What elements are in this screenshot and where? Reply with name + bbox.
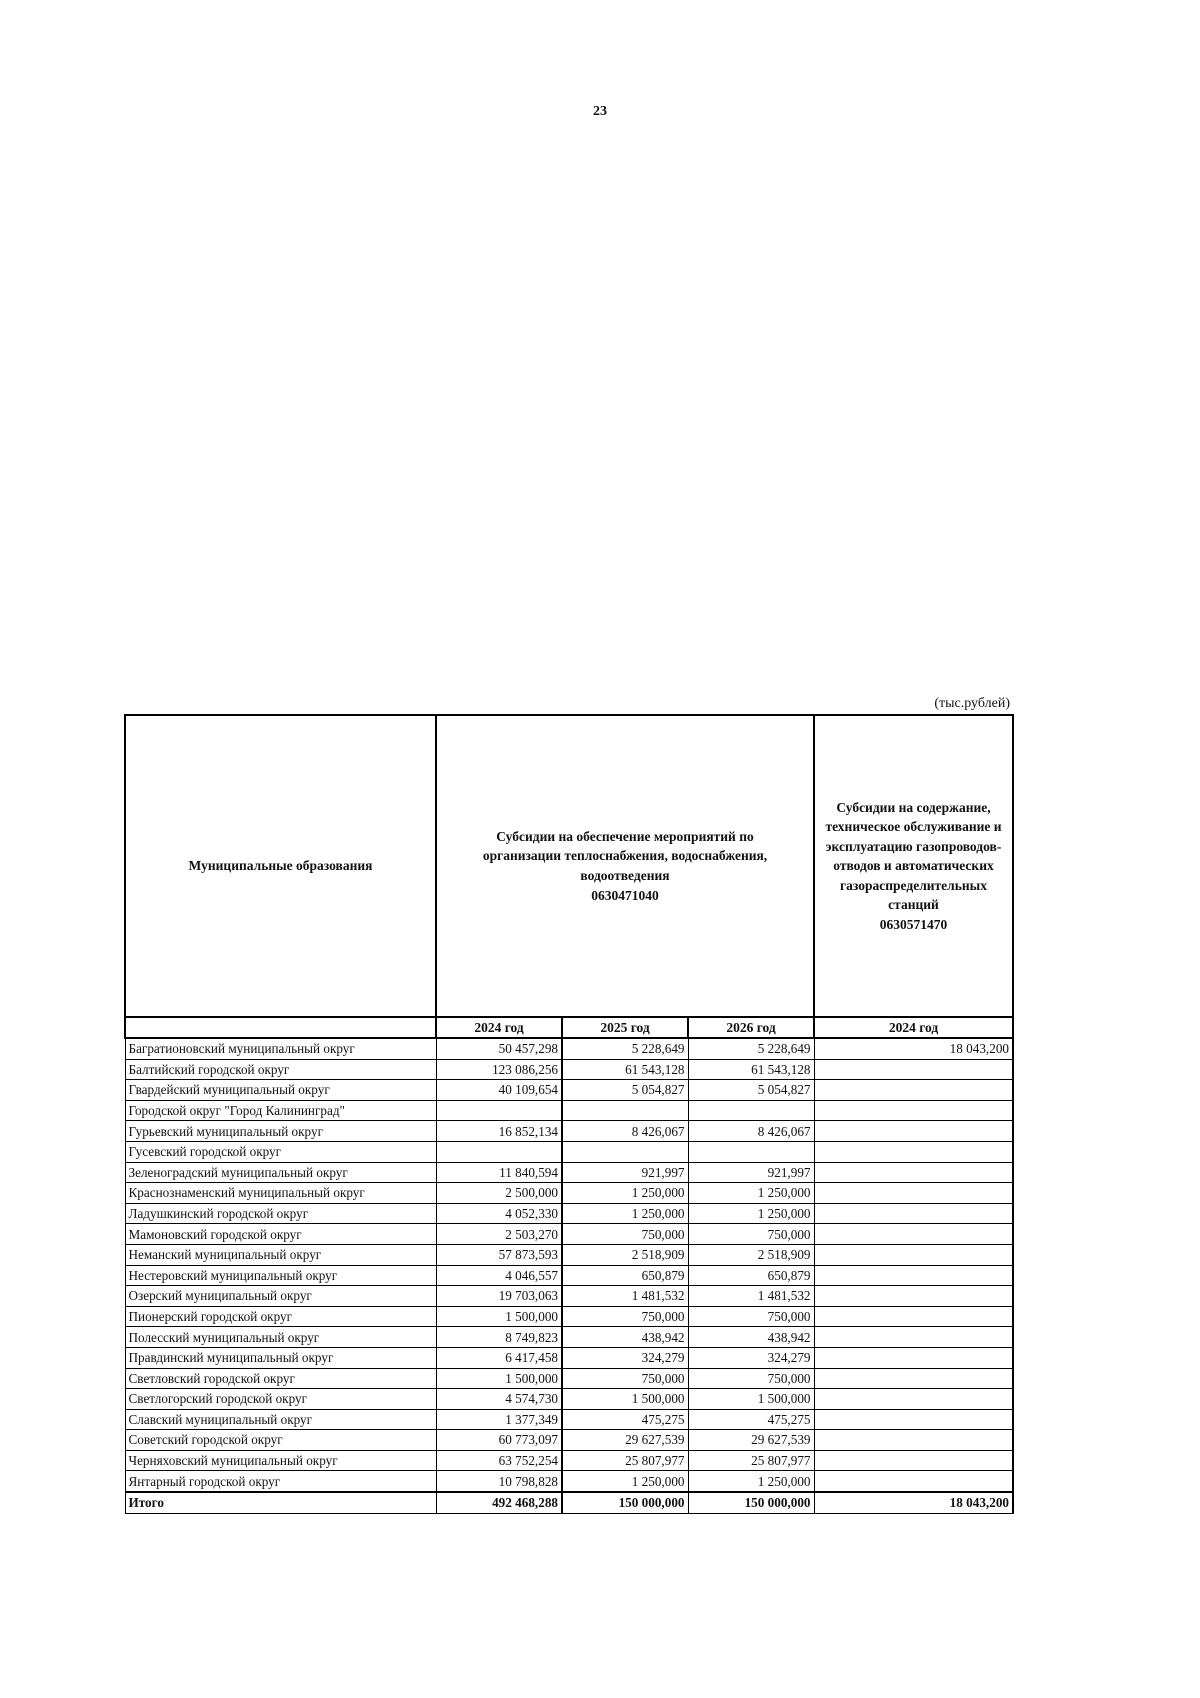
municipality-cell: Зеленоградский муниципальный округ — [125, 1162, 436, 1183]
year-header-2026: 2026 год — [688, 1017, 814, 1038]
municipality-cell: Озерский муниципальный округ — [125, 1286, 436, 1307]
table-row — [125, 1059, 1013, 1080]
value-2025-cell: 1 250,000 — [562, 1203, 688, 1224]
value-2026-cell: 150 000,000 — [688, 1492, 814, 1513]
municipality-cell: Пионерский городской округ — [125, 1306, 436, 1327]
table-row — [125, 1306, 1013, 1327]
units-label: (тыс.рублей) — [934, 696, 1010, 711]
value-2026-cell: 650,879 — [688, 1265, 814, 1286]
value-2025-cell: 61 543,128 — [562, 1059, 688, 1080]
municipality-cell: Правдинский муниципальный округ — [125, 1347, 436, 1368]
table-row — [125, 1471, 1013, 1492]
value-2025-cell: 1 250,000 — [562, 1471, 688, 1492]
value-2025-cell: 1 500,000 — [562, 1389, 688, 1410]
table-row — [125, 1162, 1013, 1183]
municipality-cell: Городской округ "Город Калининград" — [125, 1100, 436, 1121]
gas-2024-cell — [814, 1080, 1013, 1101]
value-2025-cell: 750,000 — [562, 1368, 688, 1389]
value-2026-cell: 1 250,000 — [688, 1471, 814, 1492]
municipality-cell: Багратионовский муниципальный округ — [125, 1038, 436, 1059]
value-2026-cell: 324,279 — [688, 1347, 814, 1368]
municipality-cell: Ладушкинский городской округ — [125, 1203, 436, 1224]
value-2025-cell — [562, 1100, 688, 1121]
municipality-cell: Светлогорский городской округ — [125, 1389, 436, 1410]
header-group-gas-title: Субсидии на содержание, техническое обслуживание и эксплуатацию газопроводов-отводов и автоматических газораспределительных станций — [825, 799, 1002, 913]
value-2026-cell: 25 807,977 — [688, 1450, 814, 1471]
value-2026-cell: 1 500,000 — [688, 1389, 814, 1410]
gas-2024-cell — [814, 1059, 1013, 1080]
value-2024-cell: 4 046,557 — [436, 1265, 562, 1286]
year-header-blank — [125, 1017, 436, 1038]
value-2026-cell: 29 627,539 — [688, 1430, 814, 1451]
value-2025-cell: 2 518,909 — [562, 1244, 688, 1265]
table-body — [125, 1038, 1013, 1513]
value-2024-cell: 4 574,730 — [436, 1389, 562, 1410]
gas-2024-cell — [814, 1203, 1013, 1224]
value-2025-cell: 5 228,649 — [562, 1038, 688, 1059]
gas-2024-cell: 18 043,200 — [814, 1492, 1013, 1513]
table-row — [125, 1141, 1013, 1162]
table-row — [125, 1368, 1013, 1389]
header-group-gas — [814, 715, 1013, 1017]
value-2024-cell: 10 798,828 — [436, 1471, 562, 1492]
table-row — [125, 1121, 1013, 1142]
value-2026-cell: 750,000 — [688, 1368, 814, 1389]
value-2025-cell: 150 000,000 — [562, 1492, 688, 1513]
gas-2024-cell — [814, 1224, 1013, 1245]
gas-2024-cell — [814, 1183, 1013, 1204]
value-2026-cell: 750,000 — [688, 1224, 814, 1245]
table-row — [125, 1100, 1013, 1121]
municipality-cell: Славский муниципальный округ — [125, 1409, 436, 1430]
value-2025-cell: 1 250,000 — [562, 1183, 688, 1204]
subsidy-table — [124, 714, 1014, 1514]
year-header-2024: 2024 год — [436, 1017, 562, 1038]
value-2024-cell: 57 873,593 — [436, 1244, 562, 1265]
gas-2024-cell — [814, 1100, 1013, 1121]
value-2025-cell — [562, 1141, 688, 1162]
table-row — [125, 1450, 1013, 1471]
municipality-cell: Светловский городской округ — [125, 1368, 436, 1389]
gas-2024-cell — [814, 1162, 1013, 1183]
value-2026-cell: 921,997 — [688, 1162, 814, 1183]
municipality-cell: Неманский муниципальный округ — [125, 1244, 436, 1265]
value-2026-cell: 1 250,000 — [688, 1203, 814, 1224]
header-group-heat-water — [436, 715, 814, 1017]
value-2026-cell — [688, 1141, 814, 1162]
table-row — [125, 1183, 1013, 1204]
municipality-cell: Гусевский городской округ — [125, 1141, 436, 1162]
value-2024-cell: 492 468,288 — [436, 1492, 562, 1513]
table-row — [125, 1430, 1013, 1451]
value-2024-cell: 8 749,823 — [436, 1327, 562, 1348]
table-row — [125, 1244, 1013, 1265]
value-2025-cell: 25 807,977 — [562, 1450, 688, 1471]
municipality-cell: Итого — [125, 1492, 436, 1513]
value-2024-cell — [436, 1141, 562, 1162]
value-2025-cell: 750,000 — [562, 1224, 688, 1245]
year-header-gas-2024: 2024 год — [814, 1017, 1013, 1038]
value-2024-cell: 1 377,349 — [436, 1409, 562, 1430]
table-row — [125, 1327, 1013, 1348]
value-2024-cell: 50 457,298 — [436, 1038, 562, 1059]
gas-2024-cell — [814, 1121, 1013, 1142]
table-row — [125, 1409, 1013, 1430]
value-2024-cell: 2 500,000 — [436, 1183, 562, 1204]
table-row — [125, 1038, 1013, 1059]
gas-2024-cell: 18 043,200 — [814, 1038, 1013, 1059]
gas-2024-cell — [814, 1327, 1013, 1348]
municipality-cell: Полесский муниципальный округ — [125, 1327, 436, 1348]
gas-2024-cell — [814, 1450, 1013, 1471]
value-2025-cell: 5 054,827 — [562, 1080, 688, 1101]
gas-2024-cell — [814, 1409, 1013, 1430]
value-2026-cell: 61 543,128 — [688, 1059, 814, 1080]
value-2024-cell: 11 840,594 — [436, 1162, 562, 1183]
value-2025-cell: 324,279 — [562, 1347, 688, 1368]
value-2024-cell: 19 703,063 — [436, 1286, 562, 1307]
value-2026-cell — [688, 1100, 814, 1121]
total-row — [125, 1492, 1013, 1513]
value-2024-cell: 6 417,458 — [436, 1347, 562, 1368]
value-2025-cell: 29 627,539 — [562, 1430, 688, 1451]
municipality-cell: Мамоновский городской округ — [125, 1224, 436, 1245]
value-2024-cell: 16 852,134 — [436, 1121, 562, 1142]
value-2025-cell: 650,879 — [562, 1265, 688, 1286]
value-2026-cell: 2 518,909 — [688, 1244, 814, 1265]
value-2024-cell: 4 052,330 — [436, 1203, 562, 1224]
gas-2024-cell — [814, 1286, 1013, 1307]
header-group-heat-water-code: 0630471040 — [591, 887, 659, 903]
gas-2024-cell — [814, 1347, 1013, 1368]
value-2026-cell: 5 054,827 — [688, 1080, 814, 1101]
header-municipalities: Муниципальные образования — [125, 715, 436, 1017]
value-2024-cell: 123 086,256 — [436, 1059, 562, 1080]
municipality-cell: Советский городской округ — [125, 1430, 436, 1451]
gas-2024-cell — [814, 1368, 1013, 1389]
value-2024-cell: 60 773,097 — [436, 1430, 562, 1451]
gas-2024-cell — [814, 1430, 1013, 1451]
gas-2024-cell — [814, 1389, 1013, 1410]
municipality-cell: Нестеровский муниципальный округ — [125, 1265, 436, 1286]
municipality-cell: Янтарный городской округ — [125, 1471, 436, 1492]
value-2024-cell — [436, 1100, 562, 1121]
table-row — [125, 1265, 1013, 1286]
gas-2024-cell — [814, 1265, 1013, 1286]
municipality-cell: Краснознаменский муниципальный округ — [125, 1183, 436, 1204]
value-2026-cell: 1 481,532 — [688, 1286, 814, 1307]
gas-2024-cell — [814, 1471, 1013, 1492]
value-2024-cell: 1 500,000 — [436, 1306, 562, 1327]
municipality-cell: Балтийский городской округ — [125, 1059, 436, 1080]
value-2026-cell: 750,000 — [688, 1306, 814, 1327]
value-2026-cell: 438,942 — [688, 1327, 814, 1348]
year-header-2025: 2025 год — [562, 1017, 688, 1038]
municipality-cell: Гвардейский муниципальный округ — [125, 1080, 436, 1101]
value-2025-cell: 921,997 — [562, 1162, 688, 1183]
value-2024-cell: 2 503,270 — [436, 1224, 562, 1245]
table-row — [125, 1286, 1013, 1307]
table-row — [125, 1080, 1013, 1101]
municipality-cell: Черняховский муниципальный округ — [125, 1450, 436, 1471]
gas-2024-cell — [814, 1141, 1013, 1162]
value-2025-cell: 438,942 — [562, 1327, 688, 1348]
value-2026-cell: 8 426,067 — [688, 1121, 814, 1142]
table-row — [125, 1224, 1013, 1245]
value-2025-cell: 1 481,532 — [562, 1286, 688, 1307]
table-row — [125, 1347, 1013, 1368]
gas-2024-cell — [814, 1244, 1013, 1265]
value-2024-cell: 40 109,654 — [436, 1080, 562, 1101]
value-2025-cell: 8 426,067 — [562, 1121, 688, 1142]
table-row — [125, 1389, 1013, 1410]
value-2025-cell: 750,000 — [562, 1306, 688, 1327]
table-row — [125, 1203, 1013, 1224]
value-2026-cell: 5 228,649 — [688, 1038, 814, 1059]
header-group-heat-water-title: Субсидии на обеспечение мероприятий по организации теплоснабжения, водоснабжения, водоотведения — [482, 828, 768, 883]
value-2026-cell: 1 250,000 — [688, 1183, 814, 1204]
page-number: 23 — [593, 104, 607, 119]
value-2024-cell: 63 752,254 — [436, 1450, 562, 1471]
value-2024-cell: 1 500,000 — [436, 1368, 562, 1389]
municipality-cell: Гурьевский муниципальный округ — [125, 1121, 436, 1142]
gas-2024-cell — [814, 1306, 1013, 1327]
header-group-gas-code: 0630571470 — [879, 916, 948, 932]
value-2025-cell: 475,275 — [562, 1409, 688, 1430]
value-2026-cell: 475,275 — [688, 1409, 814, 1430]
